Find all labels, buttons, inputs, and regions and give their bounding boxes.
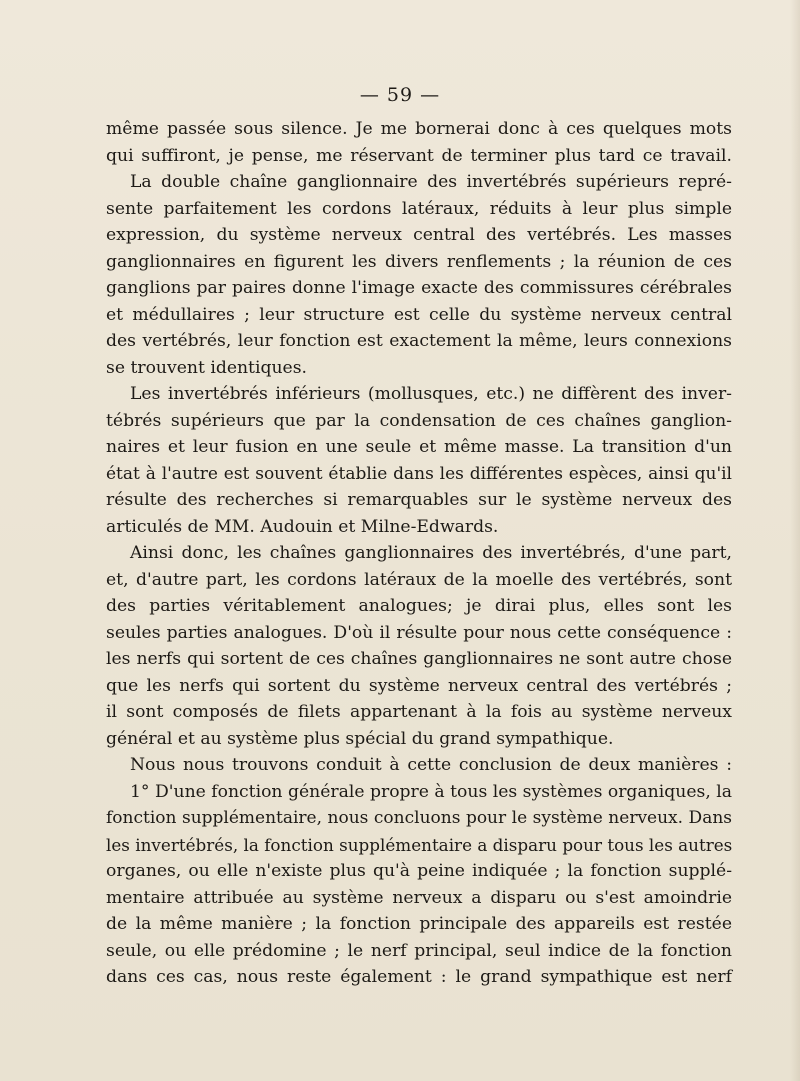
text-line: des parties véritablement analogues; je dirai plus, elles sont les xyxy=(106,596,732,616)
text-line: se trouvent identiques. xyxy=(106,357,307,378)
text-line: Les invertébrés inférieurs (mollusques, etc.) ne diffèrent des inver- xyxy=(130,384,732,404)
text-line: qui suffiront, je pense, me réservant de terminer plus tard ce travail. xyxy=(106,145,732,166)
text-line: La double chaîne ganglionnaire des invertébrés supérieurs repré- xyxy=(130,172,732,192)
text-line: et, d'autre part, les cordons latéraux de la moelle des vertébrés, sont xyxy=(106,569,732,590)
text-line: les nerfs qui sortent de ces chaînes ganglionnaires ne sont autre chose xyxy=(106,649,732,669)
text-line: ganglionnaires en figurent les divers renflements ; la réunion de ces xyxy=(106,251,732,272)
text-line: sente parfaitement les cordons latéraux, réduits à leur plus simple xyxy=(106,198,732,219)
text-line: les invertébrés, la fonction supplémentaire a disparu pour tous les autres xyxy=(106,834,733,855)
text-line: seule, ou elle prédomine ; le nerf principal, seul indice de la fonction xyxy=(106,940,732,961)
text-line: articulés de MM. Audouin et Milne-Edwards. xyxy=(106,516,499,537)
text-line: fonction supplémentaire, nous concluons pour le système nerveux. Dans xyxy=(106,808,732,828)
text-line: organes, ou elle n'existe plus qu'à peine indiquée ; la fonction supplé- xyxy=(106,861,732,881)
body-text xyxy=(106,116,732,991)
text-line: mentaire attribuée au système nerveux a disparu ou s'est amoindrie xyxy=(106,887,732,908)
text-line: Nous nous trouvons conduit à cette conclusion de deux manières : xyxy=(130,755,732,775)
text-line: de la même manière ; la fonction principale des appareils est restée xyxy=(106,914,732,934)
text-line: état à l'autre est souvent établie dans les différentes espèces, ainsi qu'il xyxy=(106,463,732,484)
text-line: 1° D'une fonction générale propre à tous les systèmes organiques, la xyxy=(130,781,732,802)
text-line: que les nerfs qui sortent du système nerveux central des vertébrés ; xyxy=(106,675,732,696)
text-line: seules parties analogues. D'où il résulte pour nous cette conséquence : xyxy=(106,622,732,643)
text-line: tébrés supérieurs que par la condensation de ces chaînes ganglion- xyxy=(106,410,732,431)
text-line: même passée sous silence. Je me bornerai donc à ces quelques mots xyxy=(106,119,732,139)
page-edge-shadow xyxy=(790,0,800,1081)
text-line: des vertébrés, leur fonction est exactement la même, leurs connexions xyxy=(106,331,732,351)
text-line: Ainsi donc, les chaînes ganglionnaires des invertébrés, d'une part, xyxy=(130,543,732,563)
text-line: et médullaires ; leur structure est celle du système nerveux central xyxy=(106,304,732,325)
text-line: il sont composés de filets appartenant à la fois au système nerveux xyxy=(106,702,732,722)
text-line: naires et leur fusion en une seule et même masse. La transition d'un xyxy=(106,437,732,457)
text-line: général et au système plus spécial du grand sympathique. xyxy=(106,728,614,749)
text-line: résulte des recherches si remarquables sur le système nerveux des xyxy=(106,490,732,510)
text-line: ganglions par paires donne l'image exacte des commissures cérébrales xyxy=(106,278,732,298)
page-number: — 59 — xyxy=(359,84,441,106)
text-line: expression, du système nerveux central des vertébrés. Les masses xyxy=(106,225,732,245)
text-line: dans ces cas, nous reste également : le grand sympathique est nerf xyxy=(106,967,732,987)
